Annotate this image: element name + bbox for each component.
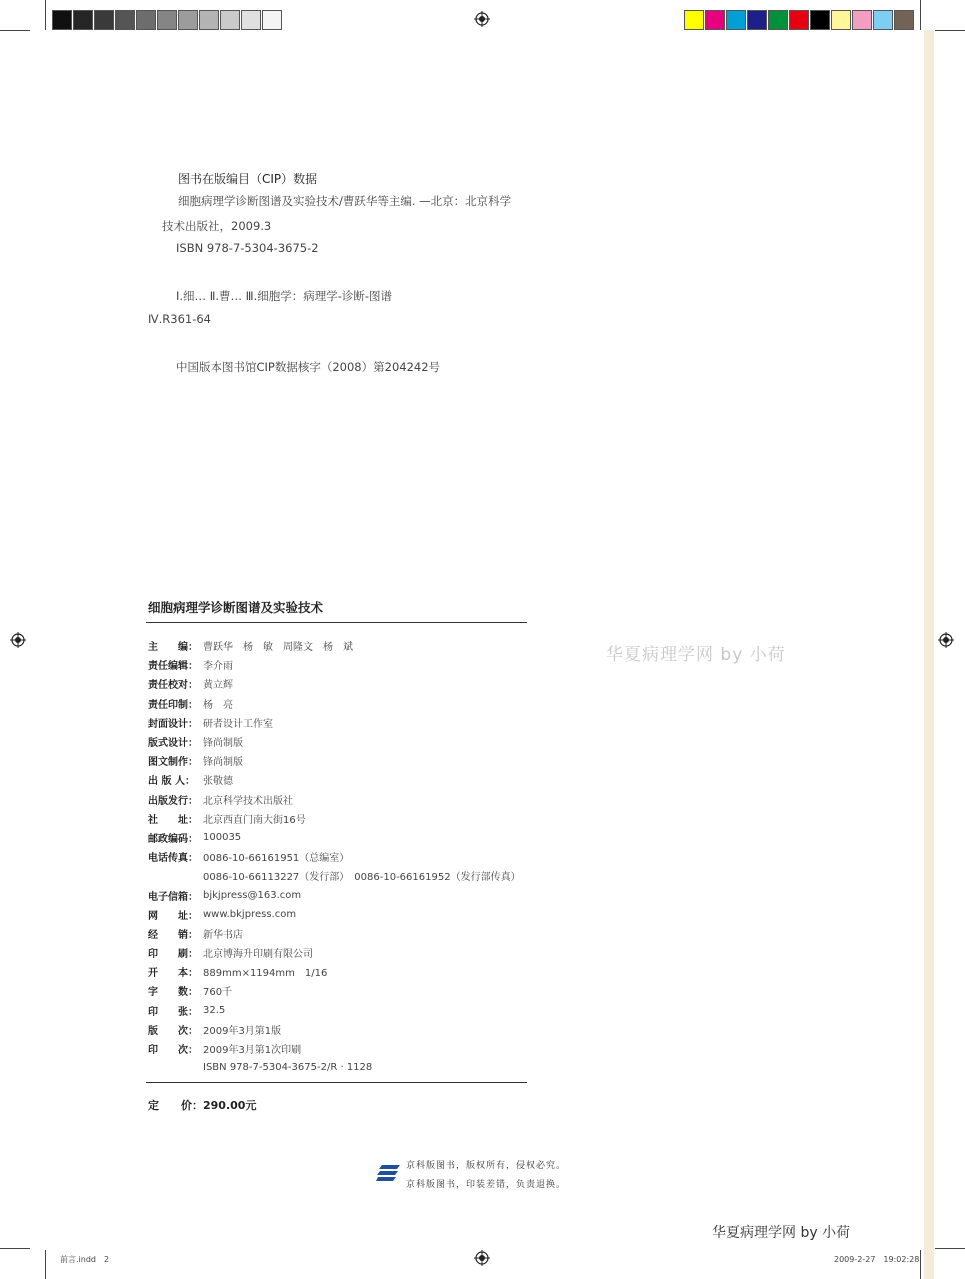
detail-row bbox=[148, 1058, 521, 1077]
detail-value: 研者设计工作室 bbox=[203, 718, 273, 730]
slug-file: 前言.indd 2 bbox=[60, 1255, 110, 1264]
price-line bbox=[148, 1097, 256, 1113]
detail-value: 760千 bbox=[203, 987, 233, 999]
cip-line: Ⅳ.R361-64 bbox=[148, 312, 211, 326]
detail-value: 锋尚制版 bbox=[203, 757, 243, 769]
detail-row bbox=[148, 790, 521, 809]
price-label: 定 价： bbox=[148, 1099, 203, 1112]
detail-row bbox=[148, 674, 521, 693]
color-swatch bbox=[831, 10, 851, 30]
crop-mark bbox=[0, 30, 30, 31]
color-swatch bbox=[52, 10, 72, 30]
crop-mark bbox=[45, 0, 46, 30]
detail-row bbox=[148, 732, 521, 751]
detail-row bbox=[148, 713, 521, 732]
cip-line: Ⅰ.细… Ⅱ.曹… Ⅲ.细胞学：病理学-诊断-图谱 bbox=[176, 289, 393, 303]
cip-line: ISBN 978-7-5304-3675-2 bbox=[176, 241, 319, 255]
color-swatch bbox=[873, 10, 893, 30]
detail-key: 邮政编码： bbox=[148, 833, 198, 845]
detail-key: 印 刷： bbox=[148, 949, 198, 961]
detail-row bbox=[148, 1001, 521, 1020]
detail-key: 责任校对： bbox=[148, 680, 198, 692]
crop-mark bbox=[920, 0, 921, 30]
divider bbox=[146, 622, 527, 623]
color-swatch bbox=[894, 10, 914, 30]
detail-key: 网 址： bbox=[148, 910, 198, 922]
crop-mark bbox=[935, 1248, 965, 1249]
detail-key: 责任编辑： bbox=[148, 661, 198, 673]
detail-row bbox=[148, 962, 521, 981]
crop-mark bbox=[935, 30, 965, 31]
detail-key: 版式设计： bbox=[148, 738, 198, 750]
detail-value: 张敬德 bbox=[203, 776, 233, 788]
detail-key: 责任印制： bbox=[148, 699, 198, 711]
color-swatch bbox=[241, 10, 261, 30]
color-swatch bbox=[115, 10, 135, 30]
slogan: 京科版图书，版权所有，侵权必究。 bbox=[406, 1161, 567, 1171]
registration-mark-icon bbox=[10, 632, 26, 648]
detail-key: 版 次： bbox=[148, 1025, 198, 1037]
color-swatch bbox=[220, 10, 240, 30]
color-swatch bbox=[810, 10, 830, 30]
detail-key: 字 数： bbox=[148, 987, 198, 999]
registration-mark-icon bbox=[938, 632, 954, 648]
cip-title: 图书在版编目（CIP）数据 bbox=[178, 172, 318, 186]
crop-mark bbox=[45, 1250, 46, 1279]
detail-key: 主 编： bbox=[148, 642, 198, 654]
detail-row bbox=[148, 866, 521, 885]
detail-value: 0086-10-66113227（发行部） 0086-10-66161952（发行部传真） bbox=[203, 872, 521, 884]
price-value: 290.00元 bbox=[203, 1099, 257, 1112]
color-swatch bbox=[726, 10, 746, 30]
registration-mark-icon bbox=[474, 11, 490, 27]
detail-value: 杨 亮 bbox=[203, 699, 233, 711]
gray-color-bar bbox=[52, 10, 283, 30]
detail-row bbox=[148, 636, 521, 655]
detail-row bbox=[148, 770, 521, 789]
publication-details bbox=[148, 636, 521, 1077]
cip-line: 技术出版社，2009.3 bbox=[162, 219, 272, 233]
detail-key: 出版发行： bbox=[148, 795, 198, 807]
detail-key: 封面设计： bbox=[148, 718, 198, 730]
detail-key: 图文制作： bbox=[148, 757, 198, 769]
detail-row bbox=[148, 885, 521, 904]
color-swatch bbox=[94, 10, 114, 30]
detail-value: 889mm×1194mm 1/16 bbox=[203, 968, 328, 980]
cip-line: 细胞病理学诊断图谱及实验技术/曹跃华等主编. —北京：北京科学 bbox=[178, 194, 512, 208]
detail-value: 100035 bbox=[203, 831, 242, 843]
color-swatch bbox=[73, 10, 93, 30]
detail-value: 0086-10-66161951（总编室） bbox=[203, 853, 350, 865]
process-color-bar bbox=[684, 10, 915, 30]
detail-key: 社 址： bbox=[148, 814, 198, 826]
detail-key: 经 销： bbox=[148, 929, 198, 941]
detail-value: 锋尚制版 bbox=[203, 738, 243, 750]
color-swatch bbox=[178, 10, 198, 30]
color-swatch bbox=[705, 10, 725, 30]
detail-value: 黄立辉 bbox=[203, 680, 233, 692]
detail-value: www.bkjpress.com bbox=[203, 908, 297, 920]
detail-key: 印 张： bbox=[148, 1006, 198, 1018]
color-swatch bbox=[136, 10, 156, 30]
slogan: 京科版图书，印装差错，负责退换。 bbox=[406, 1180, 567, 1190]
detail-row bbox=[148, 924, 521, 943]
detail-key: 开 本： bbox=[148, 968, 198, 980]
detail-row bbox=[148, 751, 521, 770]
detail-row bbox=[148, 694, 521, 713]
divider bbox=[146, 1082, 527, 1083]
slug-date: 2009-2-27 19:02:28 bbox=[834, 1255, 920, 1264]
detail-key: 出 版 人： bbox=[148, 776, 195, 788]
publisher-logo-icon bbox=[376, 1164, 402, 1182]
color-swatch bbox=[157, 10, 177, 30]
registration-mark-icon bbox=[474, 1250, 490, 1266]
detail-value: bjkjpress@163.com bbox=[203, 889, 302, 901]
detail-value: 北京博海升印刷有限公司 bbox=[203, 949, 313, 961]
watermark: 华夏病理学网 by 小荷 bbox=[606, 645, 786, 665]
detail-row bbox=[148, 1039, 521, 1058]
detail-value: 2009年3月第1次印刷 bbox=[203, 1045, 302, 1057]
detail-value: 北京西直门南大街16号 bbox=[203, 814, 306, 826]
crop-mark bbox=[920, 1250, 921, 1279]
color-swatch bbox=[199, 10, 219, 30]
detail-row bbox=[148, 847, 521, 866]
detail-row bbox=[148, 809, 521, 828]
detail-row bbox=[148, 981, 521, 1000]
detail-value: 北京科学技术出版社 bbox=[203, 795, 293, 807]
detail-row bbox=[148, 1020, 521, 1039]
color-swatch bbox=[684, 10, 704, 30]
detail-row bbox=[148, 905, 521, 924]
detail-row bbox=[148, 828, 521, 847]
detail-value: 新华书店 bbox=[203, 929, 243, 941]
color-swatch bbox=[789, 10, 809, 30]
detail-value: 曹跃华 杨 敏 周隆文 杨 斌 bbox=[203, 642, 353, 654]
color-swatch bbox=[262, 10, 282, 30]
detail-key: 电话传真： bbox=[148, 853, 198, 865]
detail-value: 2009年3月第1版 bbox=[203, 1025, 282, 1037]
color-swatch bbox=[852, 10, 872, 30]
crop-mark bbox=[0, 1248, 30, 1249]
detail-value: 李介雨 bbox=[203, 661, 233, 673]
cip-line: 中国版本图书馆CIP数据核字（2008）第204242号 bbox=[176, 360, 441, 374]
book-title: 细胞病理学诊断图谱及实验技术 bbox=[148, 600, 324, 615]
detail-key: 印 次： bbox=[148, 1045, 198, 1057]
color-swatch bbox=[747, 10, 767, 30]
page-edge-strip bbox=[924, 30, 934, 1279]
detail-row bbox=[148, 655, 521, 674]
footer-watermark: 华夏病理学网 by 小荷 bbox=[712, 1225, 851, 1241]
detail-key: 电子信箱： bbox=[148, 891, 198, 903]
detail-value: 32.5 bbox=[203, 1004, 226, 1016]
detail-row bbox=[148, 943, 521, 962]
detail-value: ISBN 978-7-5304-3675-2/R · 1128 bbox=[203, 1062, 373, 1074]
color-swatch bbox=[768, 10, 788, 30]
